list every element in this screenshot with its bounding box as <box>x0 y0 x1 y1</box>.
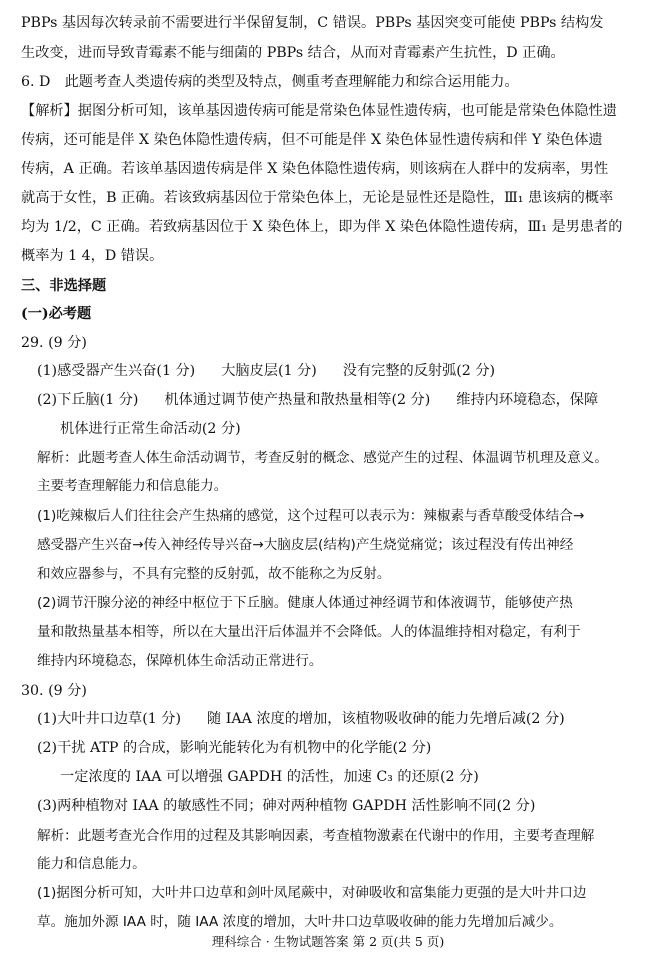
q6-heading: 6. D 此题考查人类遗传病的类型及特点，侧重考查理解能力和综合运用能力。 <box>21 74 519 90</box>
explanation-tag: 解析： <box>37 828 78 844</box>
q30-explanation-line-2: 能力和信息能力。 <box>37 856 146 872</box>
section-subheading: (一)必考题 <box>21 306 92 322</box>
q30-answer-1: (1)大叶井口边草(1 分) 随 IAA 浓度的增加，该植物吸收砷的能力先增后减(2 分) <box>37 711 565 727</box>
q30-heading: 30. (9 分) <box>21 683 87 699</box>
q6-analysis-line-5: 均为 1/2，C 正确。若致病基因位于 X 染色体上，即为伴 X 染色体隐性遗传病，Ⅲ₁ 是男患者的 <box>21 219 623 235</box>
q30-part1-line-2: 草。施加外源 IAA 时，随 IAA 浓度的增加，大叶井口边草吸收砷的能力先增加后减少。 <box>37 914 563 930</box>
q29-part1-line-3: 和效应器参与，不具有完整的反射弧，故不能称之为反射。 <box>37 566 391 582</box>
q29-answer-2: (2)下丘脑(1 分) 机体通过调节使产热量和散热量相等(2 分) 维持内环境稳态，保障 <box>37 392 599 408</box>
q30-part1-line-1: (1)据图分析可知，大叶井口边草和剑叶凤尾蕨中，对砷吸收和富集能力更强的是大叶井口边 <box>37 885 587 901</box>
q29-part2-line-1: (2)调节汗腺分泌的神经中枢位于下丘脑。健康人体通过神经调节和体液调节，能够使产热 <box>37 595 573 611</box>
q30-answer-3: (3)两种植物对 IAA 的敏感性不同；砷对两种植物 GAPDH 活性影响不同(2 分) <box>37 798 536 814</box>
q29-part1-line-1: (1)吃辣椒后人们往往会产生热痛的感觉，这个过程可以表示为：辣椒素与香草酸受体结合→ <box>37 508 585 524</box>
explanation-tag: 解析： <box>37 450 78 466</box>
q6-analysis-line-3: 传病，A 正确。若该单基因遗传病是伴 X 染色体隐性遗传病，则该病在人群中的发病率，男性 <box>21 161 609 177</box>
q29-answer-1: (1)感受器产生兴奋(1 分) 大脑皮层(1 分) 没有完整的反射弧(2 分) <box>37 363 496 379</box>
q29-heading: 29. (9 分) <box>21 335 87 351</box>
prev-answer-line-2: 生改变，进而导致青霉素不能与细菌的 PBPs 结合，从而对青霉素产生抗性，D 正确。 <box>21 45 565 61</box>
q29-part2-line-3: 维持内环境稳态，保障机体生命活动正常进行。 <box>37 653 323 669</box>
q29-explanation-line-2: 主要考查理解能力和信息能力。 <box>37 478 228 494</box>
analysis-tag: 【解析】 <box>21 103 78 119</box>
page-footer: 理科综合 · 生物试题答案 第 2 页(共 5 页) <box>211 934 445 949</box>
q6-analysis-line-2: 传病，还可能是伴 X 染色体隐性遗传病，但不可能是伴 X 染色体显性遗传病和伴 Y 染色体遗 <box>21 132 603 148</box>
prev-answer-line-1: PBPs 基因每次转录前不需要进行半保留复制，C 错误。PBPs 基因突变可能使 PBPs 结构发 <box>21 15 604 31</box>
q30-answer-2b: 一定浓度的 IAA 可以增强 GAPDH 的活性，加速 C₃ 的还原(2 分) <box>60 769 479 785</box>
q6-analysis-line-6: 概率为 1 4，D 错误。 <box>21 248 164 264</box>
q29-part1-line-2: 感受器产生兴奋→传入神经传导兴奋→大脑皮层(结构)产生烧觉痛觉；该过程没有传出神经 <box>37 537 574 553</box>
q30-answer-2: (2)干扰 ATP 的合成，影响光能转化为有机物中的化学能(2 分) <box>37 740 432 756</box>
q6-analysis-line-4: 就高于女性，B 正确。若该致病基因位于常染色体上，无论是显性还是隐性，Ⅲ₁ 患该病的概率 <box>21 190 614 206</box>
q30-explanation-line-1: 解析：此题考查光合作用的过程及其影响因素，考查植物激素在代谢中的作用，主要考查理解 <box>37 828 595 844</box>
q29-part2-line-2: 量和散热量基本相等，所以在大量出汗后体温并不会降低。人的体温维持相对稳定，有利于 <box>37 624 581 640</box>
q6-analysis-line-1: 【解析】据图分析可知，该单基因遗传病可能是常染色体显性遗传病，也可能是常染色体隐性遗 <box>21 103 617 119</box>
q29-explanation-line-1: 解析：此题考查人体生命活动调节，考查反射的概念、感觉产生的过程、体温调节机理及意义。 <box>37 450 608 466</box>
q29-answer-2-cont: 机体进行正常生命活动(2 分) <box>60 421 241 437</box>
section-heading: 三、非选择题 <box>21 278 107 294</box>
